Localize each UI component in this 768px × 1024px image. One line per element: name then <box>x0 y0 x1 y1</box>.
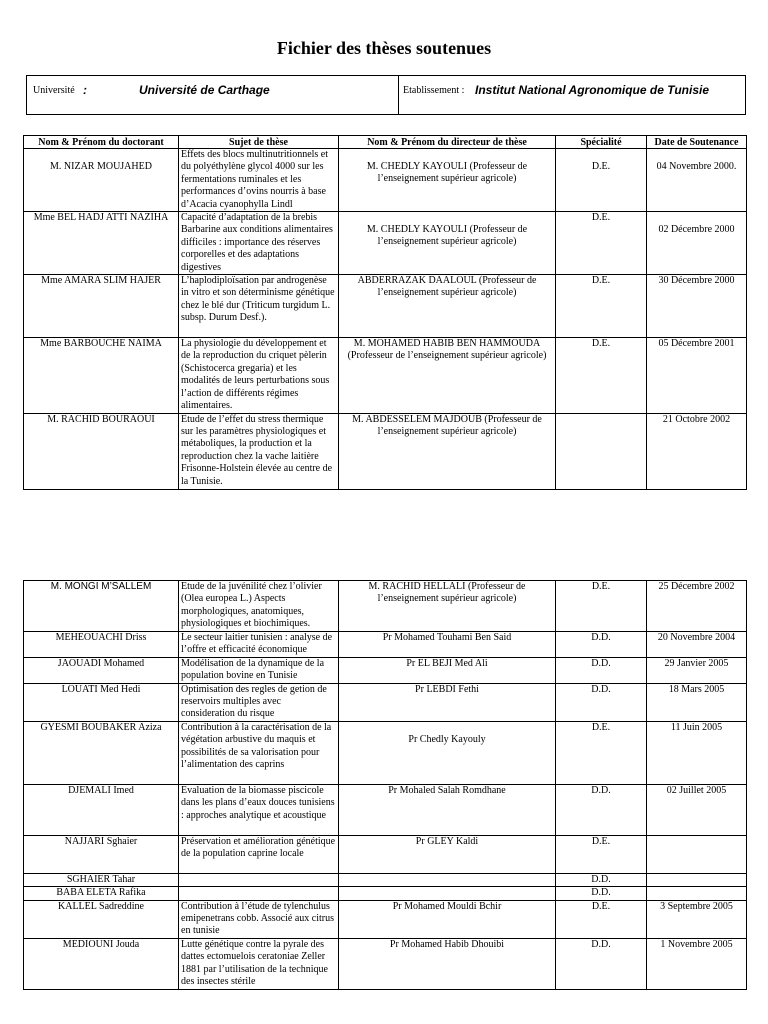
doctorant-name: M. NIZAR MOUJAHED <box>24 149 179 212</box>
universite-cell <box>27 76 399 114</box>
specialite: D.D. <box>556 938 647 989</box>
specialite: D.D. <box>556 887 647 900</box>
thesis-subject: Etude de la juvénilité chez l’olivier (Olea europea L.) Aspects morphologiques, anatomiques, physiologiques et biochimiques. <box>179 581 339 632</box>
thesis-subject: Capacité d’adaptation de la brebis Barbarine aux conditions alimentaires difficiles : importance des réserves corporelles et des adaptations digestives <box>179 212 339 275</box>
table-row <box>24 683 747 721</box>
doctorant-name: M. RACHID BOURAOUI <box>24 413 179 489</box>
thesis-subject <box>179 873 339 886</box>
specialite: D.D. <box>556 657 647 683</box>
specialite: D.D. <box>556 784 647 835</box>
soutenance-date: 02 Juillet 2005 <box>647 784 747 835</box>
doctorant-name: SGHAIER Tahar <box>24 873 179 886</box>
thesis-subject: Le secteur laitier tunisien : analyse de l’offre et efficacité économique <box>179 631 339 657</box>
specialite: D.E. <box>556 149 647 212</box>
table-row <box>24 835 747 873</box>
thesis-director: Pr LEBDI Fethi <box>339 683 556 721</box>
thesis-subject <box>179 887 339 900</box>
specialite: D.E. <box>556 835 647 873</box>
universite-label: Université <box>33 85 75 96</box>
soutenance-date: 11 Juin 2005 <box>647 721 747 784</box>
thesis-director: Pr Mohamed Mouldi Bchir <box>339 900 556 938</box>
table-row <box>24 581 747 632</box>
specialite <box>556 413 647 489</box>
thesis-subject: Evaluation de la biomasse piscicole dans les plans d’eaux douces tunisiens : approches analytique et acoustique <box>179 784 339 835</box>
specialite: D.E. <box>556 275 647 338</box>
table-row <box>24 413 747 489</box>
thesis-subject: La physiologie du développement et de la reproduction du criquet pèlerin (Schistocerca gregaria) et les modalités de leurs perturbations sous l’action de différents régimes alimentaires. <box>179 338 339 413</box>
doctorant-name: BABA ELETA Rafika <box>24 887 179 900</box>
specialite: D.D. <box>556 873 647 886</box>
table-row <box>24 657 747 683</box>
soutenance-date <box>647 835 747 873</box>
doctorant-name: MEDIOUNI Jouda <box>24 938 179 989</box>
table-row <box>24 887 747 900</box>
doctorant-name: Mme BARBOUCHE NAIMA <box>24 338 179 413</box>
soutenance-date: 21 Octobre 2002 <box>647 413 747 489</box>
specialite: D.E. <box>556 721 647 784</box>
thesis-director: Pr Mohamed Habib Dhouibi <box>339 938 556 989</box>
soutenance-date <box>647 873 747 886</box>
soutenance-date: 30 Décembre 2000 <box>647 275 747 338</box>
specialite: D.E. <box>556 581 647 632</box>
doctorant-name: JAOUADI Mohamed <box>24 657 179 683</box>
soutenance-date: 18 Mars 2005 <box>647 683 747 721</box>
thesis-director: Pr Mohamed Touhami Ben Said <box>339 631 556 657</box>
thesis-director: ABDERRAZAK DAALOUL (Professeur de l’enseignement supérieur agricole) <box>339 275 556 338</box>
doctorant-name: MEHEOUACHI Driss <box>24 631 179 657</box>
specialite: D.E. <box>556 338 647 413</box>
doctorant-name: NAJJARI Sghaier <box>24 835 179 873</box>
thesis-subject: Contribution à l’étude de tylenchulus emipenetrans cobb. Associé aux citrus en tunisie <box>179 900 339 938</box>
doctorant-name: LOUATI Med Hedi <box>24 683 179 721</box>
thesis-subject: Modélisation de la dynamique de la population bovine en Tunisie <box>179 657 339 683</box>
theses-table-2 <box>23 580 747 990</box>
doctorant-name: GYESMI BOUBAKER Aziza <box>24 721 179 784</box>
thesis-director: Pr Mohaled Salah Romdhane <box>339 784 556 835</box>
table-row <box>24 721 747 784</box>
thesis-director: Pr EL BEJI Med Ali <box>339 657 556 683</box>
thesis-subject: Lutte génétique contre la pyrale des dattes ectomuelois ceratoniae Zeller 1881 par l’utilisation de la technique des insectes stérile <box>179 938 339 989</box>
soutenance-date: 05 Décembre 2001 <box>647 338 747 413</box>
thesis-director: Pr GLEY Kaldi <box>339 835 556 873</box>
thesis-director: M. ABDESSELEM MAJDOUB (Professeur de l’enseignement supérieur agricole) <box>339 413 556 489</box>
col-header-nom: Nom & Prénom du doctorant <box>24 136 179 149</box>
table-row <box>24 149 747 212</box>
institution-header <box>26 75 746 115</box>
col-header-sujet: Sujet de thèse <box>179 136 339 149</box>
doctorant-name: Mme AMARA SLIM HAJER <box>24 275 179 338</box>
thesis-director <box>339 873 556 886</box>
thesis-director: M. RACHID HELLALI (Professeur de l’enseignement supérieur agricole) <box>339 581 556 632</box>
thesis-director: M. CHEDLY KAYOULI (Professeur de l’enseignement supérieur agricole) <box>339 149 556 212</box>
universite-colon: : <box>83 83 87 97</box>
table-row <box>24 631 747 657</box>
thesis-subject: Effets des blocs multinutritionnels et du polyéthylène glycol 4000 sur les fermentations ruminales et les performances d’ovins nourris à base d’Acacia cyanophylla Lindl <box>179 149 339 212</box>
thesis-subject: Optimisation des regles de getion de reservoirs multiples avec consideration du risque <box>179 683 339 721</box>
specialite: D.E. <box>556 900 647 938</box>
doctorant-name: Mme BEL HADJ ATTI NAZIHA <box>24 212 179 275</box>
soutenance-date: 02 Décembre 2000 <box>647 212 747 275</box>
thesis-subject: Préservation et amélioration génétique de la population caprine locale <box>179 835 339 873</box>
doctorant-name: DJEMALI Imed <box>24 784 179 835</box>
table-row <box>24 938 747 989</box>
soutenance-date: 29 Janvier 2005 <box>647 657 747 683</box>
doctorant-name: KALLEL Sadreddine <box>24 900 179 938</box>
table-header-row <box>24 136 747 149</box>
specialite: D.D. <box>556 683 647 721</box>
specialite: D.E. <box>556 212 647 275</box>
soutenance-date: 1 Novembre 2005 <box>647 938 747 989</box>
soutenance-date: 25 Décembre 2002 <box>647 581 747 632</box>
theses-table-1 <box>23 135 747 490</box>
soutenance-date: 04 Novembre 2000. <box>647 149 747 212</box>
soutenance-date: 3 Septembre 2005 <box>647 900 747 938</box>
thesis-director: Pr Chedly Kayouly <box>339 721 556 784</box>
table-row <box>24 338 747 413</box>
table-row <box>24 212 747 275</box>
col-header-directeur: Nom & Prénom du directeur de thèse <box>339 136 556 149</box>
thesis-director <box>339 887 556 900</box>
col-header-specialite: Spécialité <box>556 136 647 149</box>
doctorant-name: M. MONGI M’SALLEM <box>24 581 179 632</box>
universite-value: Université de Carthage <box>139 83 270 97</box>
table-row <box>24 900 747 938</box>
etablissement-cell <box>399 76 745 114</box>
thesis-subject: Etude de l’effet du stress thermique sur les paramètres physiologiques et métaboliques, la production et la reproduction chez la vache laitière Frisonne-Holstein élevée au centre de la Tunisie. <box>179 413 339 489</box>
col-header-date: Date de Soutenance <box>647 136 747 149</box>
etablissement-label: Etablissement : <box>403 85 465 96</box>
etablissement-value: Institut National Agronomique de Tunisie <box>475 83 710 97</box>
thesis-director: M. MOHAMED HABIB BEN HAMMOUDA (Professeur de l’enseignement supérieur agricole) <box>339 338 556 413</box>
thesis-subject: L’haplodiploïsation par androgenèse in vitro et son déterminisme génétique chez le blé dur (Triticum turgidum L. subsp. Durum Desf.). <box>179 275 339 338</box>
specialite: D.D. <box>556 631 647 657</box>
page-title: Fichier des thèses soutenues <box>276 38 492 58</box>
table-row <box>24 275 747 338</box>
thesis-subject: Contribution à la caractérisation de la végétation arbustive du maquis et possibilités de sa valorisation pour l’alimentation des caprins <box>179 721 339 784</box>
table-row <box>24 784 747 835</box>
table-row <box>24 873 747 886</box>
soutenance-date <box>647 887 747 900</box>
thesis-director: M. CHEDLY KAYOULI (Professeur de l’enseignement supérieur agricole) <box>339 212 556 275</box>
soutenance-date: 20 Novembre 2004 <box>647 631 747 657</box>
